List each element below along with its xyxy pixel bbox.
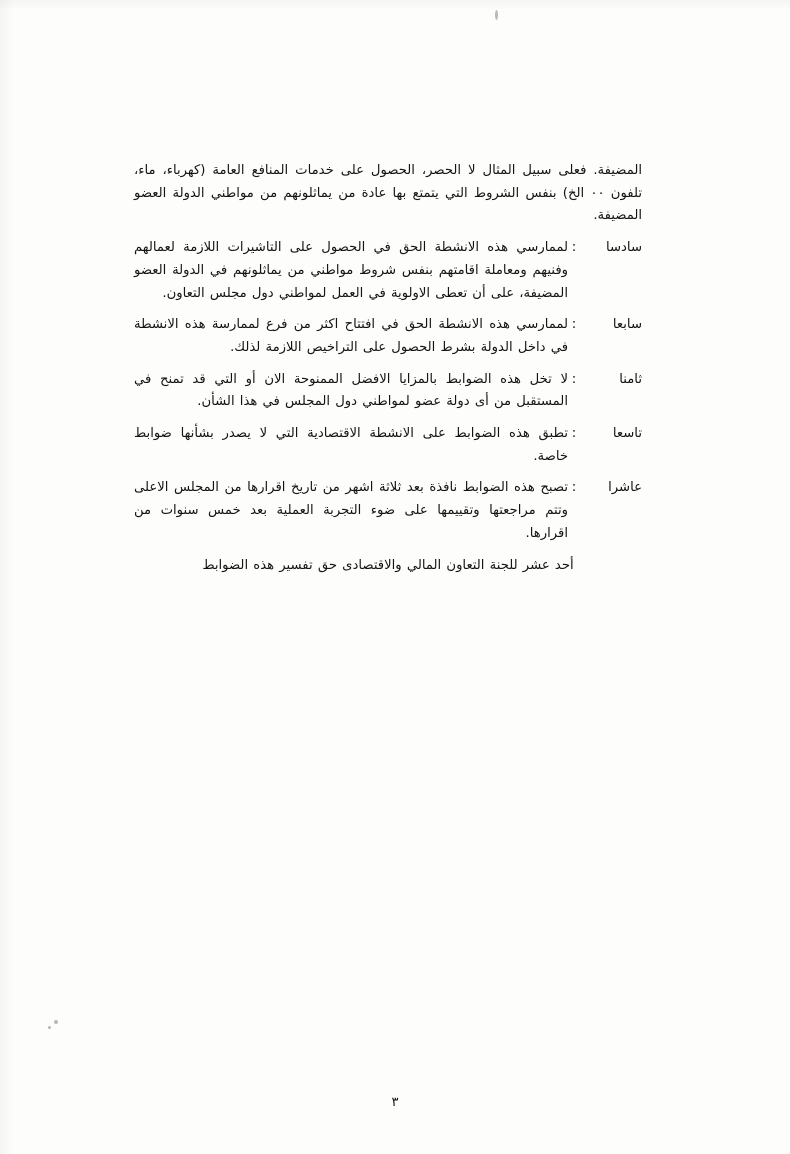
paragraph-colon: : (571, 371, 577, 387)
scan-speck (54, 1020, 58, 1024)
paragraph-eleventh (134, 555, 642, 578)
scan-speck (48, 1026, 51, 1029)
paragraph-sixth (134, 237, 642, 305)
paragraph-label: تاسعا (612, 426, 642, 442)
paragraph-colon: : (571, 426, 577, 442)
paragraph-colon: : (571, 317, 577, 333)
closing-line-text: أحد عشر للجنة التعاون المالي والاقتصادى حق تفسير هذه الضوابط (202, 557, 574, 573)
paragraph-eighth (134, 369, 642, 414)
scan-speck (495, 10, 498, 20)
scan-edge-shadow-left (0, 0, 14, 1154)
paragraph-colon: : (571, 480, 577, 496)
paragraph-label: عاشرا (608, 480, 642, 496)
paragraph-text: المضيفة. فعلى سبيل المثال لا الحصر، الحصول على خدمات المنافع العامة (كهرباء، ماء، تلفون ٠٠ الخ) بنفس الشروط التي يتمتع بها عادة من يماثلونهم من مواطني الدولة العضو المضيفة. (134, 163, 642, 224)
scan-edge-shadow-top (0, 0, 790, 10)
page-number: ٣ (391, 1095, 399, 1110)
paragraph-text: لممارسي هذه الانشطة الحق في افتتاح اكثر من فرع لممارسة هذه الانشطة في داخل الدولة بشرط الحصول على التراخيص اللازمة لذلك. (134, 317, 568, 355)
paragraph-text: تصبح هذه الضوابط نافذة بعد ثلاثة اشهر من تاريخ اقرارها من المجلس الاعلى وتتم مراجعتها وتقييمها على ضوء التجربة العملية بعد خمس سنوات من اقرارها. (134, 480, 568, 541)
paragraph-text: لا تخل هذه الضوابط بالمزايا الافضل الممنوحة الان أو التي قد تمنح في المستقبل من أى دولة عضو لمواطني دول المجلس في هذا الشأن. (134, 371, 568, 410)
paragraph-tenth (134, 477, 642, 545)
paragraph-seventh (134, 314, 642, 359)
document-body (134, 160, 642, 586)
paragraph-text: لممارسي هذه الانشطة الحق في الحصول على التاشيرات اللازمة لعمالهم وفنيهم ومعاملة اقامتهم بنفس شروط مواطني من يماثلونهم في الدولة العضو المضيفة، على أن تعطى الاولوية في العمل لمواطني دول مجلس التعاون. (134, 240, 568, 301)
paragraph-colon: : (571, 240, 577, 256)
paragraph-ninth (134, 423, 642, 468)
paragraph-label: سادسا (605, 240, 642, 256)
paragraph-continuation (134, 160, 642, 228)
paragraph-text: تطبق هذه الضوابط على الانشطة الاقتصادية التي لا يصدر بشأنها ضوابط خاصة. (134, 426, 568, 464)
paragraph-label: سابعا (612, 317, 642, 333)
paragraph-label: ثامنا (619, 371, 642, 387)
